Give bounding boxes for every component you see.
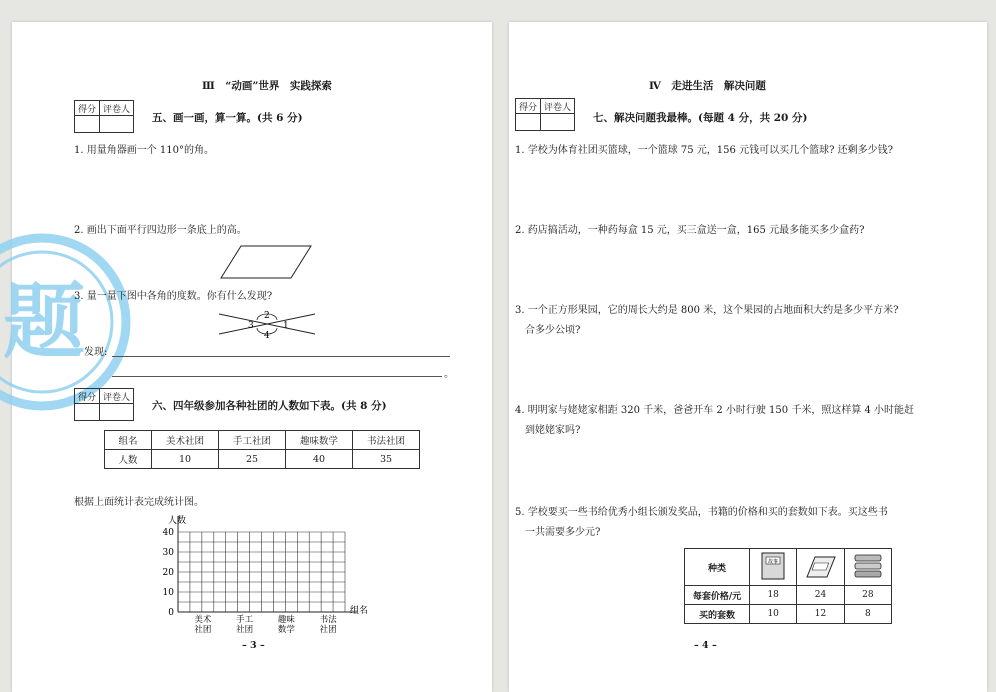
score-box-7 (515, 98, 575, 131)
x-tick-label: 书法 (319, 615, 337, 625)
table-header: 组名 (105, 431, 152, 450)
angle-label-3: 3 (248, 321, 254, 331)
table-row (685, 586, 892, 605)
question-7-4: 4. 明明家与姥姥家相距 320 千米，爸爸开车 2 小时行驶 150 千米，照这样算 4 小时能赶 (515, 405, 915, 416)
answer-line-1[interactable] (112, 356, 450, 357)
x-tick-label: 社团 (194, 625, 212, 634)
question-7-5: 5. 学校要买一些书给优秀小组长颁发奖品，书籍的价格和买的套数如下表。买这些书 (515, 507, 888, 518)
table-cell: 24 (797, 586, 844, 605)
table-row-label: 人数 (105, 450, 152, 469)
page-3-title: Ⅲ “动画”世界 实践探索 (202, 80, 332, 92)
score-label: 得分 (516, 99, 541, 114)
table-cell: 40 (286, 450, 353, 469)
x-tick-label: 美术 (194, 615, 212, 625)
bar-chart[interactable] (140, 512, 380, 634)
book-price-table (684, 548, 892, 624)
table-cell: 35 (353, 450, 420, 469)
angle-label-4: 4 (264, 331, 270, 340)
question-7-4-cont: 到姥姥家吗? (525, 425, 581, 436)
grader-label: 评卷人 (100, 389, 134, 404)
table-header: 美术社团 (152, 431, 219, 450)
y-tick-label: 20 (162, 568, 174, 578)
page-3 (2, 22, 492, 692)
intersecting-lines-figure (217, 308, 317, 340)
parallelogram-figure (217, 244, 317, 282)
table-row (685, 605, 892, 624)
section-6-heading: 六、四年级参加各种社团的人数如下表。(共 8 分) (152, 400, 387, 412)
score-box-6 (74, 388, 134, 421)
found-label: 发现: (84, 347, 108, 358)
page-4-title: Ⅳ 走进生活 解决问题 (649, 80, 766, 92)
score-label: 得分 (75, 101, 100, 116)
question-7-2: 2. 药店搞活动，一种药每盒 15 元，买三盒送一盒，165 元最多能买多少盒药? (515, 225, 865, 236)
y-tick-label: 10 (162, 588, 174, 598)
table-cell: 10 (750, 605, 797, 624)
grader-label: 评卷人 (541, 99, 575, 114)
book-label: 故事 (768, 558, 779, 565)
storybook-icon (756, 551, 790, 581)
y-tick-label: 40 (162, 528, 174, 538)
page-number-3: – 3 – (242, 640, 265, 651)
watermark-char: 题 (2, 275, 86, 370)
table-cell: 12 (797, 605, 844, 624)
table-cell: 10 (152, 450, 219, 469)
watermark-seal (0, 232, 132, 412)
chart-grid (178, 516, 357, 612)
period-mark: 。 (444, 369, 454, 380)
question-7-5-cont: 一共需要多少元? (525, 527, 601, 538)
book-icon-single (750, 549, 797, 586)
row-label: 买的套数 (685, 605, 750, 624)
page-4 (509, 22, 987, 692)
grader-label: 评卷人 (100, 101, 134, 116)
table-cell: 8 (844, 605, 891, 624)
x-tick-label: 数学 (277, 625, 295, 634)
x-axis-label: 组名 (350, 606, 369, 616)
grader-cell (541, 114, 575, 131)
score-label: 得分 (75, 389, 100, 404)
x-tick-label: 社团 (319, 625, 337, 634)
grader-cell (100, 116, 134, 133)
table-cell: 25 (219, 450, 286, 469)
section-7-heading: 七、解决问题我最棒。(每题 4 分，共 20 分) (593, 112, 808, 124)
row-label: 每套价格/元 (685, 586, 750, 605)
question-7-3: 3. 一个正方形果园，它的周长大约是 800 米，这个果园的占地面积大约是多少平方米? (515, 305, 899, 316)
score-box-5 (74, 100, 134, 133)
y-tick-label: 0 (168, 608, 174, 618)
book-icon-boxed (797, 549, 844, 586)
table-row (105, 450, 420, 469)
x-tick-label: 趣味 (277, 615, 295, 625)
score-cell (75, 404, 100, 421)
table-header: 趣味数学 (286, 431, 353, 450)
question-5-3: 3. 量一量下图中各角的度数。你有什么发现? (74, 291, 273, 302)
score-cell (75, 116, 100, 133)
page-number-4: – 4 – (694, 640, 717, 651)
question-7-1: 1. 学校为体育社团买篮球，一个篮球 75 元，156 元钱可以买几个篮球? 还剩多少钱? (515, 145, 893, 156)
table-header: 书法社团 (353, 431, 420, 450)
chart-categories (194, 614, 337, 634)
table-cell: 18 (750, 586, 797, 605)
answer-line-2[interactable] (112, 376, 442, 377)
table-cell: 28 (844, 586, 891, 605)
x-tick-label: 社团 (236, 625, 254, 634)
boxed-set-icon (803, 551, 837, 581)
book-icon-stack (844, 549, 891, 586)
angle-label-2: 2 (264, 311, 270, 321)
table-row (685, 549, 892, 586)
question-7-3-cont: 合多少公顷? (525, 325, 581, 336)
question-5-2: 2. 画出下面平行四边形一条底上的高。 (74, 225, 247, 236)
section-5-heading: 五、画一画，算一算。(共 6 分) (152, 112, 303, 124)
y-axis-label: 人数 (168, 516, 187, 526)
book-stack-icon (851, 551, 885, 581)
table-row (105, 431, 420, 450)
table-header: 种类 (685, 549, 750, 586)
table-header: 手工社团 (219, 431, 286, 450)
chart-y-ticks (163, 528, 175, 618)
x-tick-label: 手工 (236, 615, 254, 625)
chart-instruction: 根据上面统计表完成统计图。 (74, 497, 204, 508)
question-5-1: 1. 用量角器画一个 110°的角。 (74, 145, 214, 156)
grader-cell (100, 404, 134, 421)
angle-label-1: 1 (283, 321, 289, 331)
club-table (104, 430, 420, 469)
score-cell (516, 114, 541, 131)
y-tick-label: 30 (162, 548, 174, 558)
